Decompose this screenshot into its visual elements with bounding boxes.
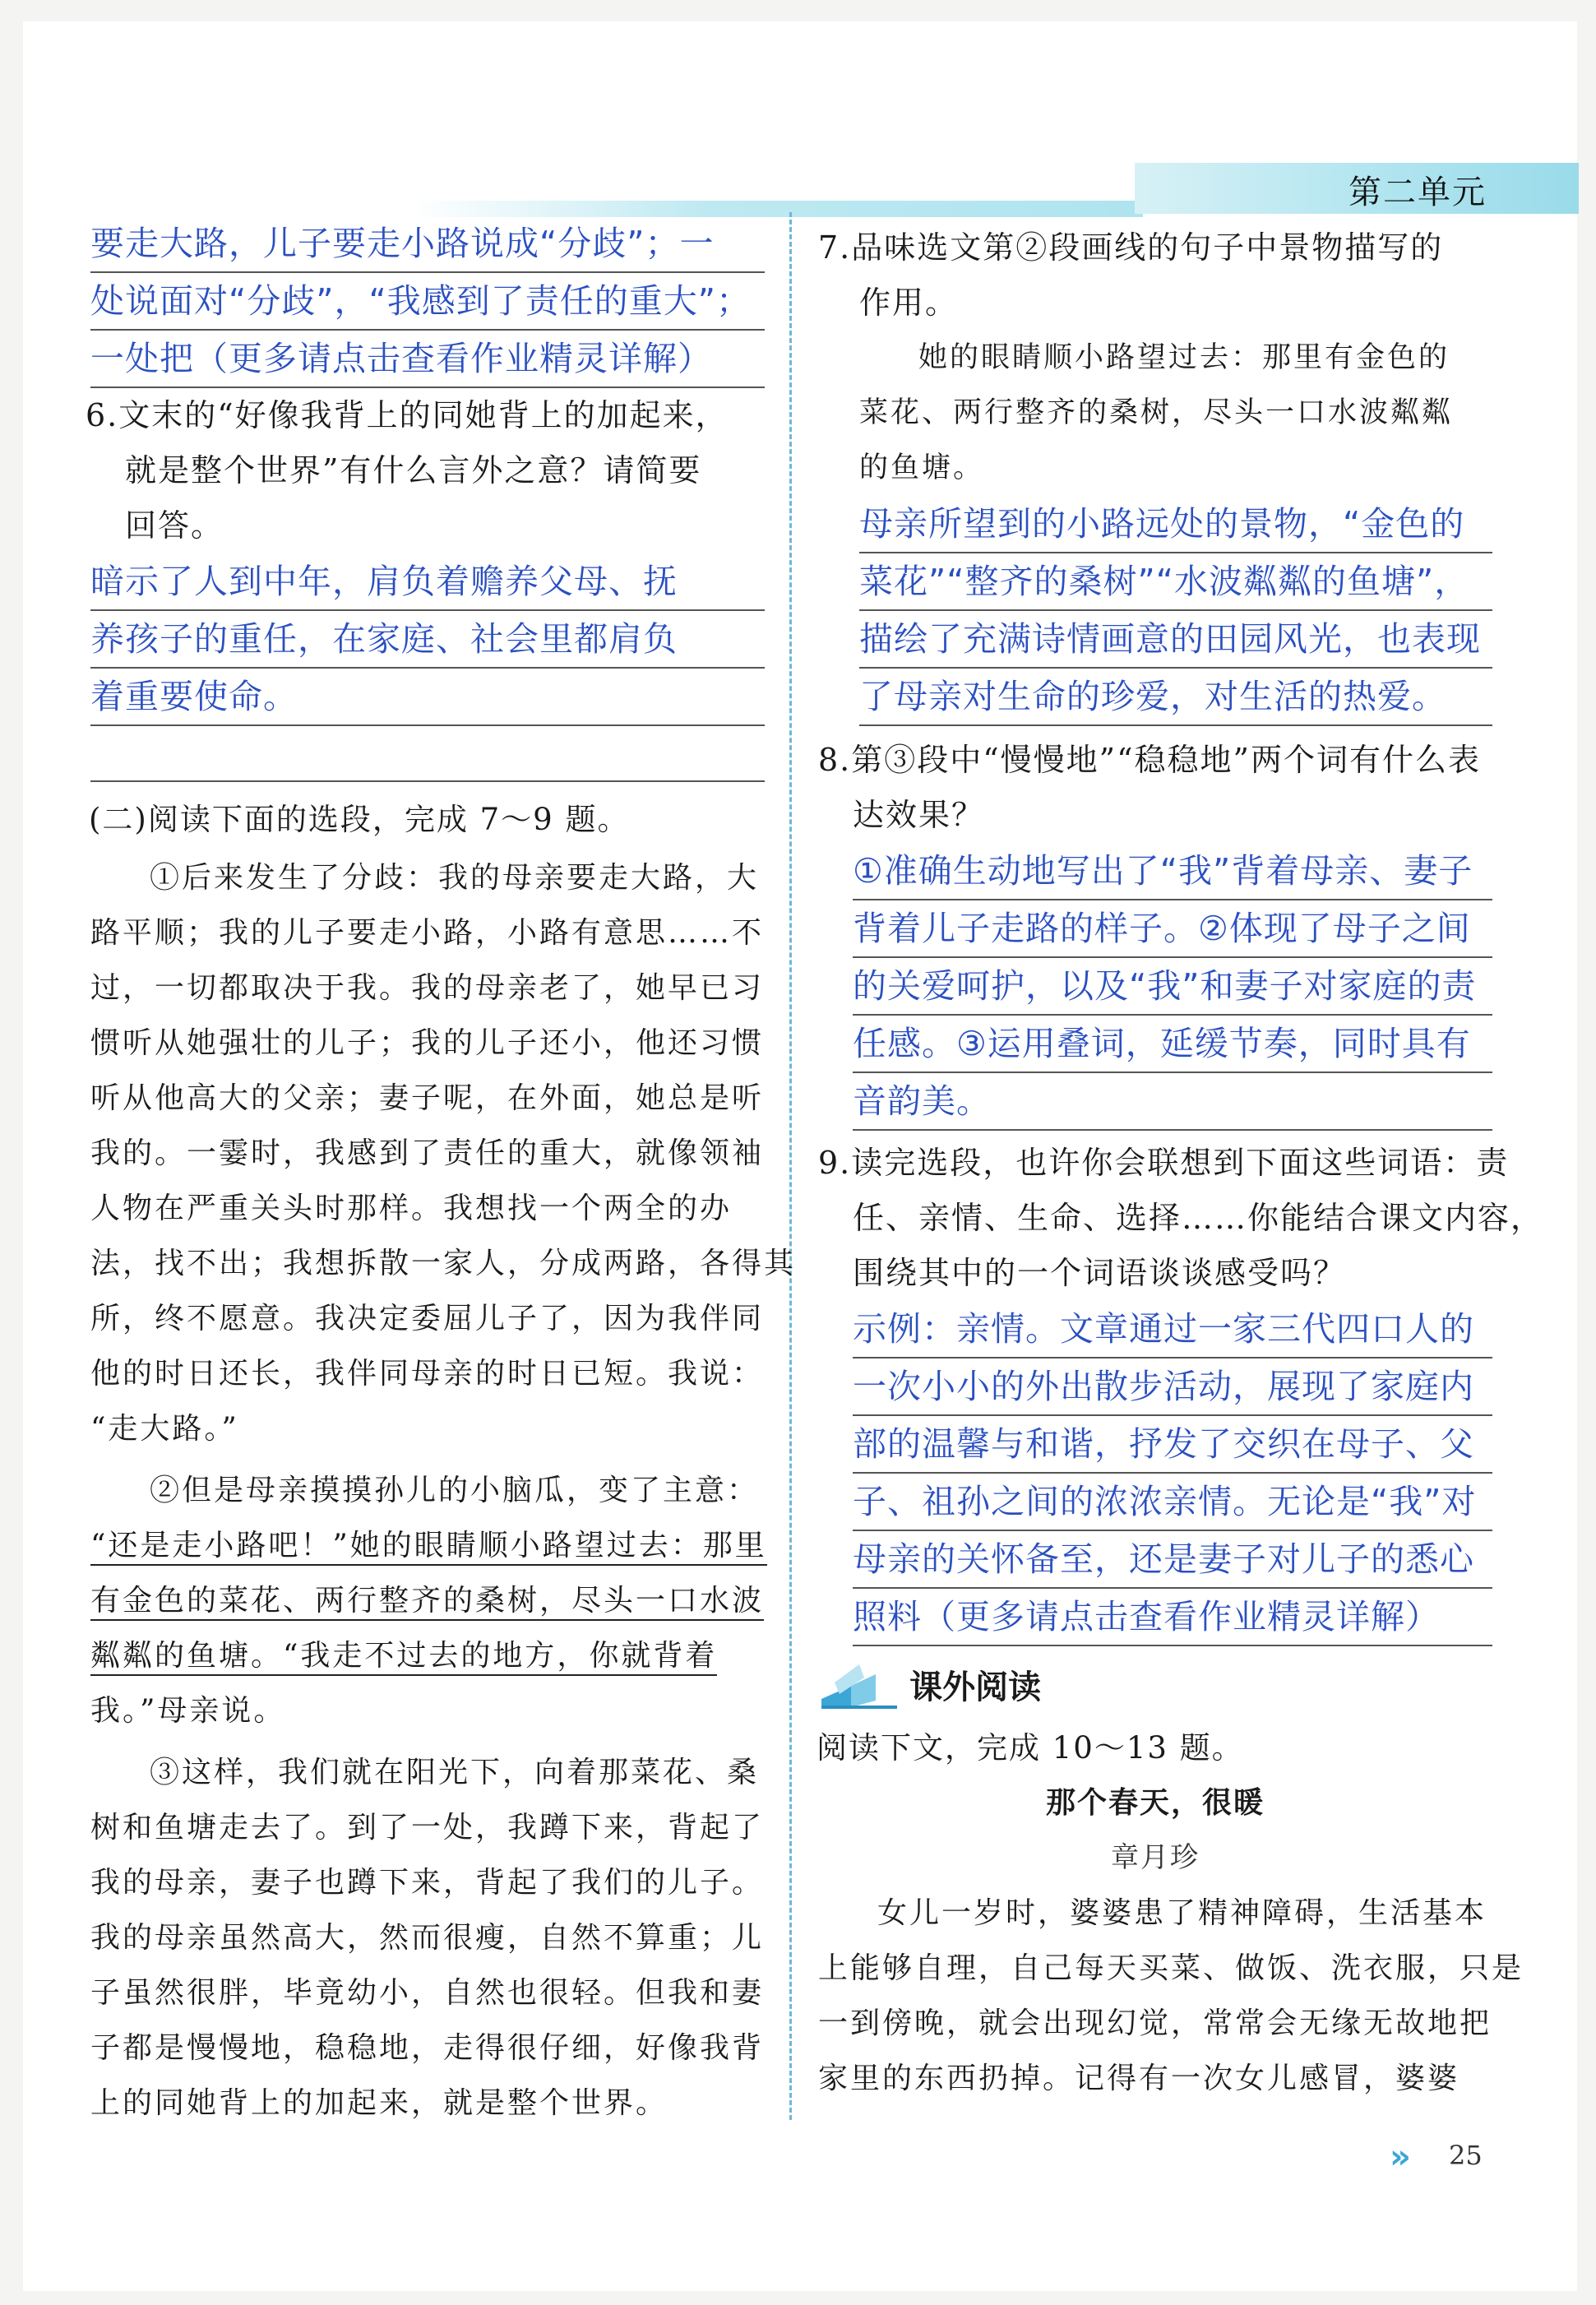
article-author: 章月珍 [1111,1841,1200,1874]
passage-line: “走大路。” [90,1412,239,1446]
blank-answer-line [90,726,765,782]
answer-line: 着重要使命。 [90,669,765,726]
answer-line: 音韵美。 [853,1073,1492,1131]
question-line: 8.第③段中“慢慢地”“稳稳地”两个词有什么表 [818,742,1481,778]
passage-line: 我的母亲，妻子也蹲下来，背起了我们的儿子。 [90,1866,765,1900]
q7-quote [818,331,1492,496]
answer-line: 处说面对“分歧”，“我感到了责任的重大”； [90,273,765,331]
article-title: 那个春天，很暖 [1045,1786,1265,1820]
passage-line: ①后来发生了分歧：我的母亲要走大路，大 [150,861,760,895]
article-line: 上能够自理，自己每天买菜、做饭、洗衣服，只是 [818,1951,1524,1985]
answer-line: 母亲所望到的小路远处的景物，“金色的 [859,496,1492,553]
q5-answer [90,215,765,388]
passage-line-underlined [90,1573,765,1628]
question-line: 就是整个世界”有什么言外之意？请简要 [125,452,702,488]
passage-line: 所，终不愿意。我决定委屈儿子了，因为我伴同 [90,1302,765,1335]
q8-answer [818,843,1492,1131]
question-7 [818,220,1492,331]
answer-line: 要走大路，儿子要走小路说成“分歧”；一 [90,215,765,273]
answer-line: ①准确生动地写出了“我”背着母亲、妻子 [853,843,1492,900]
answer-line: 子、祖孙之间的浓浓亲情。无论是“我”对 [853,1474,1492,1531]
question-line: 6.文末的“好像我背上的同她背上的加起来， [86,397,729,433]
question-line: 作用。 [859,285,959,321]
passage-line: 我的母亲虽然高大，然而很瘦，自然不算重；儿 [90,1921,765,1955]
question-line: 回答。 [125,507,224,544]
article-line: 女儿一岁时，婆婆患了精神障碍，生活基本 [877,1896,1487,1930]
next-page-arrows-icon: » [1390,2138,1411,2176]
answer-line: 菜花”“整齐的桑树”“水波粼粼的鱼塘”， [859,553,1492,611]
book-stack-icon [818,1658,900,1710]
answer-line: 背着儿子走路的样子。②体现了母子之间 [853,900,1492,958]
question-line: 7.品味选文第②段画线的句子中景物描写的 [818,229,1444,266]
passage-line: ②但是母亲摸摸孙儿的小脑瓜，变了主意： [150,1474,760,1507]
passage-line: 人物在严重关头时那样。我想找一个两全的办 [90,1192,733,1225]
q6-answer [90,553,765,782]
answer-line: 照料（更多请点击查看作业精灵详解） [853,1589,1492,1646]
question-6 [86,388,765,553]
question-9 [818,1136,1544,1301]
answer-line: 母亲的关怀备至，还是妻子对儿子的悉心 [853,1531,1492,1589]
underlined-text: “还是走小路吧！”她的眼睛顺小路望过去：那里 [90,1529,767,1566]
answer-line: 了母亲对生命的珍爱，对生活的热爱。 [859,669,1492,726]
question-line: 达效果？ [853,797,985,833]
unit-title: 第二单元 [1349,174,1487,211]
passage-line: 惯听从她强壮的儿子；我的儿子还小，他还习惯 [90,1026,765,1060]
passage-paragraph-1 [90,850,797,1456]
passage-line: 听从他高大的父亲；妻子呢，在外面，她总是听 [90,1081,765,1115]
answer-line: 暗示了人到中年，肩负着赡养父母、抚 [90,553,765,611]
question-line: 9.读完选段，也许你会联想到下面这些词语：责 [818,1145,1510,1181]
passage-line: 过，一切都取决于我。我的母亲老了，她早已习 [90,971,765,1005]
q7-answer [818,496,1492,726]
passage-line: 树和鱼塘走去了。到了一处，我蹲下来，背起了 [90,1811,765,1844]
article-body [818,1886,1524,2106]
quote-line: 她的眼睛顺小路望过去：那里有金色的 [918,341,1450,374]
answer-line: 一处把（更多请点击查看作业精灵详解） [90,331,765,388]
article-line: 家里的东西扔掉。记得有一次女儿感冒，婆婆 [818,2062,1460,2095]
right-column [817,220,1544,2106]
passage-paragraph-2 [90,1463,765,1738]
section-2-title: (二)阅读下面的选段，完成 7～9 题。 [89,802,630,837]
passage-line: 他的时日还长，我伴同母亲的时日已短。我说： [90,1357,765,1391]
passage-line: 法，找不出；我想拆散一家人，分成两路，各得其 [90,1247,797,1280]
passage-line-underlined [90,1628,765,1683]
passage-line-underlined [90,1518,765,1573]
answer-line: 的关爱呵护，以及“我”和妻子对家庭的责 [853,958,1492,1016]
quote-line: 菜花、两行整齐的桑树，尽头一口水波粼粼 [859,396,1454,429]
passage-line: 上的同她背上的加起来，就是整个世界。 [90,2086,668,2120]
passage-line: 子虽然很胖，毕竟幼小，自然也很轻。但我和妻 [90,1976,765,2010]
answer-line: 养孩子的重任，在家庭、社会里都肩负 [90,611,765,669]
question-line: 任、亲情、生命、选择……你能结合课文内容， [853,1200,1544,1236]
underlined-text: 粼粼的鱼塘。“我走不过去的地方，你就背着 [90,1639,717,1676]
underlined-text: 有金色的菜花、两行整齐的桑树，尽头一口水波 [90,1584,764,1621]
extra-reading-heading [818,1658,1492,1719]
passage-line: 我的。一霎时，我感到了责任的重大，就像领袖 [90,1136,765,1170]
q9-answer [818,1301,1492,1646]
extra-instruction: 阅读下文，完成 10～13 题。 [817,1730,1244,1766]
answer-line: 部的温馨与和谐，抒发了交织在母子、父 [853,1416,1492,1474]
passage-line: 我。”母亲说。 [90,1694,286,1728]
answer-line: 一次小小的外出散步活动，展现了家庭内 [853,1358,1492,1416]
question-line: 围绕其中的一个词语谈谈感受吗？ [853,1255,1347,1291]
quote-line: 的鱼塘。 [859,451,985,484]
answer-line: 示例：亲情。文章通过一家三代四口人的 [853,1301,1492,1358]
passage-paragraph-3 [90,1745,765,2131]
answer-line: 任感。③运用叠词，延缓节奏，同时具有 [853,1016,1492,1073]
question-8 [818,733,1492,843]
passage-line: 路平顺；我的儿子要走小路，小路有意思……不 [90,916,765,950]
answer-line: 描绘了充满诗情画意的田园风光，也表现 [859,611,1492,669]
column-divider [789,212,792,2120]
article-line: 一到傍晚，就会出现幻觉，常常会无缘无故地把 [818,2006,1492,2040]
header-strip [411,201,1143,217]
page-number: 25 [1449,2140,1483,2171]
extra-reading-title: 课外阅读 [909,1668,1042,1706]
passage-line: 子都是慢慢地，稳稳地，走得很仔细，好像我背 [90,2031,765,2065]
passage-line: ③这样，我们就在阳光下，向着那菜花、桑 [150,1756,760,1789]
left-column [86,215,797,2131]
